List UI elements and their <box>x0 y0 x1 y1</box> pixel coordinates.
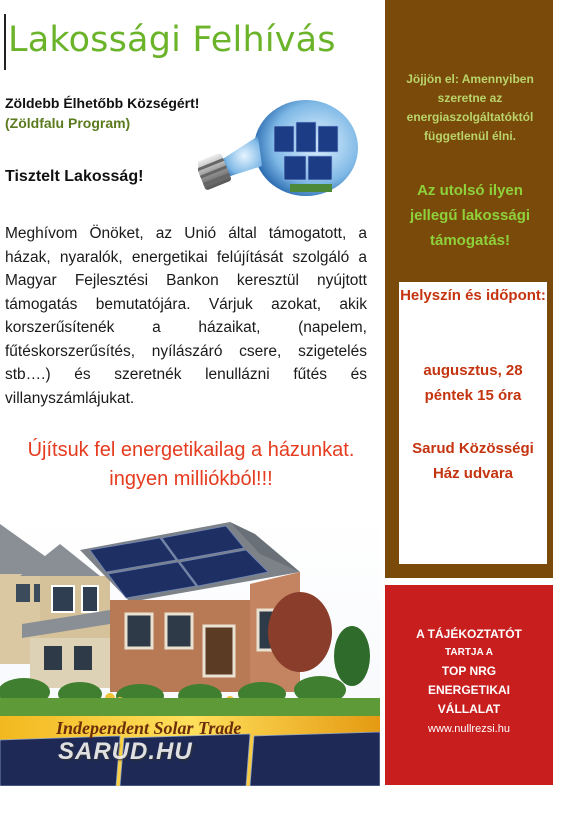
event-venue: Sarud Közösségi Ház udvara <box>412 440 534 482</box>
invitation-body: Meghívom Önöket, az Unió által támogatott, a házak, nyaralók, energetikai felújítását szolgáló a Magyar Fejlesztési Bankon keresztül nyújtott támogatás bemutatójára. Várjuk azokat, akik korszerűsítenék a házaikat, (napelem, fűtéskorszerűsítés, nyílászáró csere, szigetelés stb….) és szeretnék lenullázni fűtés és villanyszámlájukat. <box>5 225 367 407</box>
greeting: Tisztelt Lakosság! <box>5 168 144 185</box>
organizer-line-2: TARTJA A <box>445 647 493 658</box>
organizer-line-5: VÁLLALAT <box>437 702 501 716</box>
program-name: (Zöldfalu Program) <box>5 115 131 131</box>
slogan-line-1: Újítsuk fel energetikailag a házunkat. <box>27 439 355 461</box>
panel-intro: Jöjjön el: Amennyiben szeretne az energiaszolgáltatóktól függetlenül élni. <box>406 72 534 143</box>
slogan <box>5 436 377 494</box>
slogan-line-2: ingyen milliókból!!! <box>109 468 273 490</box>
organizer-text <box>385 624 553 739</box>
program-slogan: Zöldebb Élhetőbb Községért! <box>5 95 200 111</box>
panel-highlight: Az utolsó ilyen jellegű lakossági támogatás! <box>409 182 531 249</box>
organizer-line-1: A TÁJÉKOZTATÓT <box>416 627 522 641</box>
website-banner: SARUD.HU <box>58 738 193 765</box>
page-title: Lakossági Felhívás <box>8 20 336 60</box>
organizer-website: www.nullrezsi.hu <box>428 723 510 735</box>
event-details-box <box>399 282 547 564</box>
organizer-line-4: ENERGETIKAI <box>427 683 510 697</box>
event-date: augusztus, 28 péntek 15 óra <box>423 362 523 404</box>
organizer-line-3: TOP NRG <box>441 664 497 678</box>
text-cursor <box>4 14 6 70</box>
location-heading: Helyszín és időpont: <box>400 287 546 304</box>
company-banner: Independent Solar Trade <box>56 718 242 738</box>
solar-bulb-image <box>198 96 360 208</box>
